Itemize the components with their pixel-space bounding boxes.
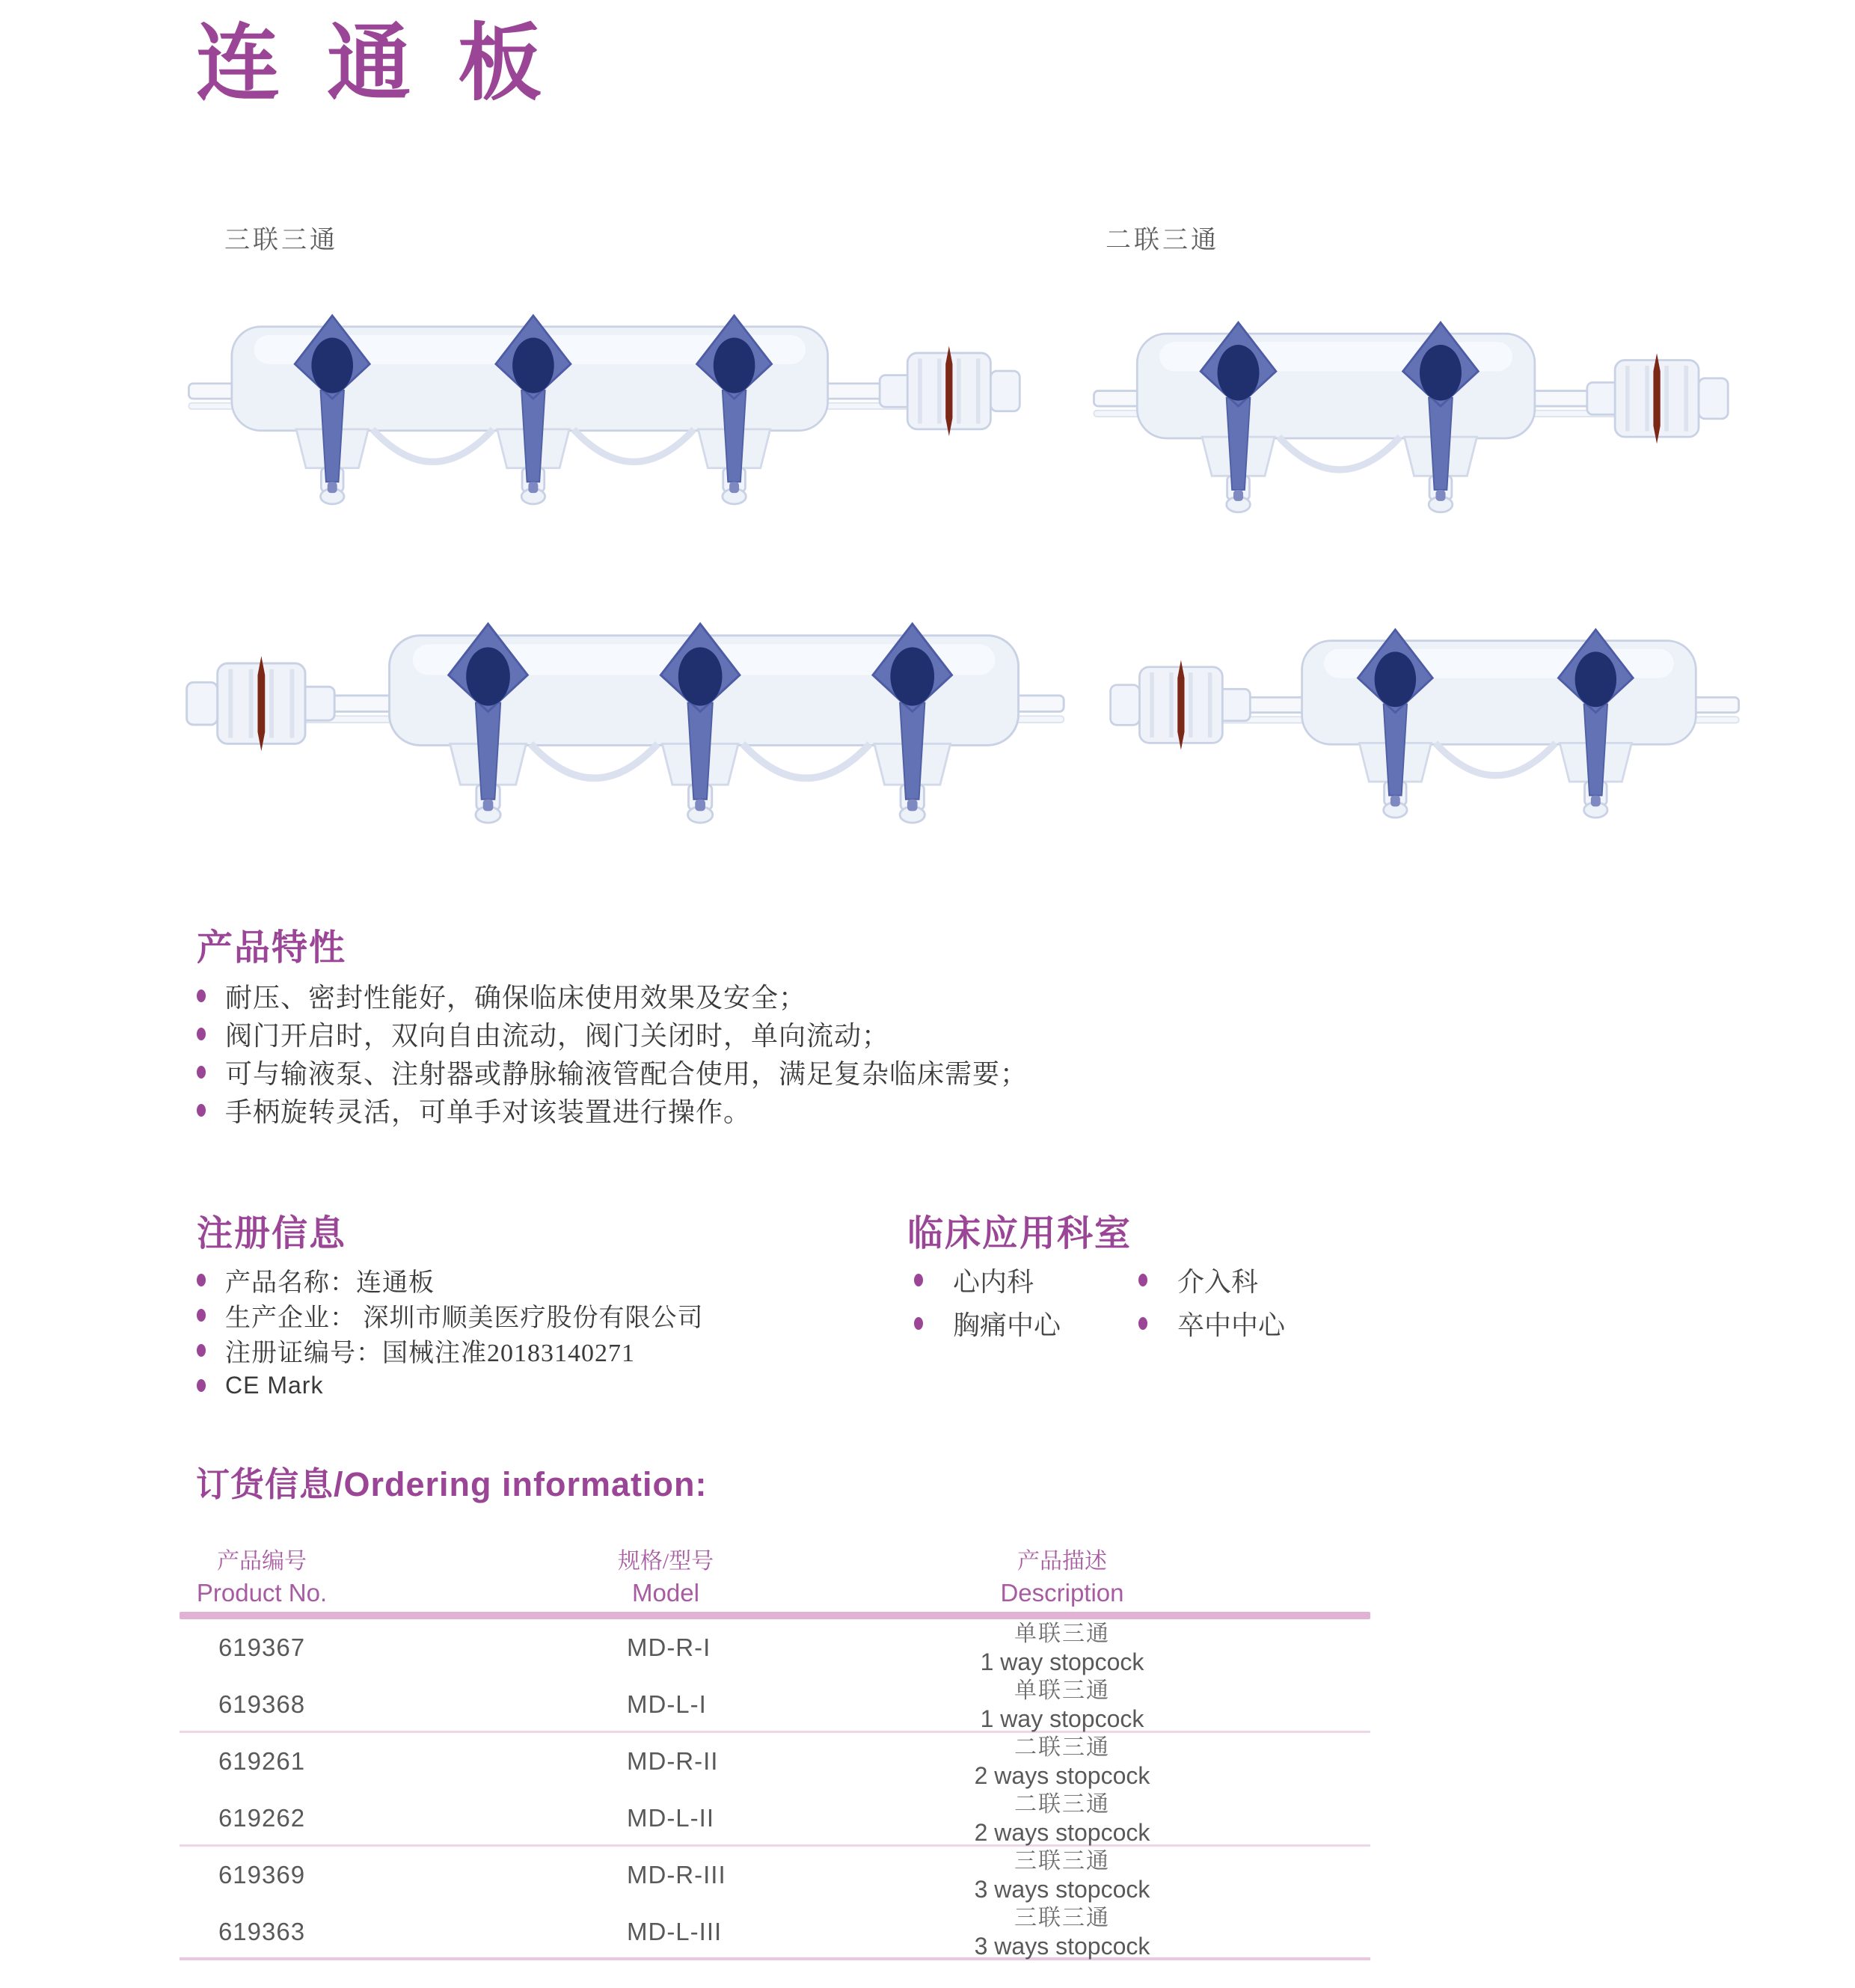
table-header-row — [180, 1539, 1370, 1612]
feature-item — [197, 1015, 1028, 1053]
column-header-en: Model — [632, 1579, 699, 1607]
feature-item — [197, 977, 1028, 1015]
cell-description — [935, 1903, 1189, 1960]
bullet-dot — [197, 1104, 206, 1117]
registration-item — [197, 1298, 704, 1333]
feature-item — [197, 1091, 1028, 1129]
clinical-item — [1138, 1258, 1363, 1301]
registration-list — [197, 1263, 704, 1403]
cell-description — [935, 1847, 1189, 1903]
table-row — [180, 1676, 1370, 1733]
table-row — [180, 1619, 1370, 1676]
cell-description — [935, 1676, 1189, 1733]
cell-model: MD-L-I — [627, 1690, 707, 1718]
bullet-dot — [197, 1066, 206, 1079]
table-row — [180, 1847, 1370, 1903]
clinical-grid — [914, 1258, 1363, 1345]
cell-description — [935, 1619, 1189, 1676]
column-header-en: Product No. — [196, 1579, 328, 1607]
gallery-label-triple: 三联三通 — [224, 226, 338, 254]
description-zh: 二联三通 — [1014, 1735, 1110, 1760]
gallery-label-double: 二联三通 — [1106, 226, 1219, 254]
page-title: 连 通 板 — [196, 16, 554, 110]
column-header-en: Description — [1000, 1579, 1124, 1607]
bullet-dot — [197, 1274, 206, 1286]
bullet-dot — [197, 1028, 206, 1040]
description-zh: 二联三通 — [1014, 1792, 1110, 1817]
feature-item — [197, 1053, 1028, 1091]
feature-text: 可与输液泵、注射器或静脉输液管配合使用，满足复杂临床需要； — [225, 1059, 1028, 1089]
cell-description — [935, 1733, 1189, 1790]
feature-text: 手柄旋转灵活，可单手对该装置进行操作。 — [225, 1097, 752, 1127]
bullet-dot — [197, 1379, 206, 1392]
cell-model: MD-L-II — [627, 1804, 714, 1832]
cell-product-no: 619261 — [218, 1747, 306, 1775]
feature-text: 耐压、密封性能好，确保临床使用效果及安全； — [225, 983, 807, 1013]
product-image-3way-connector-left — [174, 593, 1070, 835]
cell-model: MD-R-III — [627, 1861, 726, 1889]
column-header-product-no — [180, 1539, 344, 1610]
description-zh: 单联三通 — [1014, 1678, 1110, 1703]
product-image-2way-connector-left — [1098, 601, 1744, 829]
clinical-text: 胸痛中心 — [953, 1309, 1061, 1340]
registration-item-ce-mark — [197, 1368, 704, 1403]
description-en: 1 way stopcock — [980, 1648, 1144, 1675]
table-top-band — [180, 1612, 1370, 1619]
registration-item — [197, 1333, 704, 1368]
column-header-zh: 规格/型号 — [617, 1549, 714, 1574]
clinical-text: 卒中中心 — [1177, 1309, 1286, 1340]
table-row — [180, 1733, 1370, 1790]
bullet-dot — [1138, 1274, 1147, 1286]
clinical-item — [914, 1301, 1138, 1345]
cell-model: MD-L-III — [627, 1918, 723, 1945]
cell-product-no: 619367 — [218, 1633, 306, 1661]
clinical-title: 临床应用科室 — [907, 1214, 1132, 1254]
registration-text: 产品名称：连通板 — [225, 1269, 435, 1297]
bullet-dot — [914, 1317, 923, 1330]
bullet-dot — [197, 990, 206, 1002]
cell-product-no: 619262 — [218, 1804, 306, 1832]
column-header-model — [568, 1539, 763, 1610]
features-title: 产品特性 — [197, 928, 347, 968]
cell-product-no: 619369 — [218, 1861, 306, 1889]
ordering-title: 订货信息/Ordering information: — [196, 1465, 708, 1503]
registration-text: CE Mark — [225, 1372, 324, 1399]
features-list — [197, 977, 1028, 1129]
cell-product-no: 619363 — [218, 1918, 306, 1945]
description-zh: 三联三通 — [1014, 1906, 1110, 1930]
ordering-table — [180, 1539, 1370, 1960]
registration-text: 生产企业： 深圳市顺美医疗股份有限公司 — [225, 1304, 704, 1332]
description-en: 2 ways stopcock — [974, 1819, 1150, 1846]
bullet-dot — [914, 1274, 923, 1286]
registration-text: 注册证编号：国械注准20183140271 — [225, 1340, 635, 1367]
column-header-zh: 产品描述 — [1017, 1549, 1107, 1574]
clinical-item — [1138, 1301, 1363, 1345]
registration-title: 注册信息 — [197, 1214, 347, 1254]
description-en: 3 ways stopcock — [974, 1933, 1150, 1960]
cell-product-no: 619368 — [218, 1690, 306, 1718]
description-en: 2 ways stopcock — [974, 1762, 1150, 1789]
clinical-text: 介入科 — [1177, 1265, 1259, 1297]
bullet-dot — [197, 1344, 206, 1357]
clinical-text: 心内科 — [953, 1265, 1034, 1297]
description-en: 1 way stopcock — [980, 1705, 1144, 1732]
cell-model: MD-R-I — [627, 1633, 711, 1661]
bullet-dot — [1138, 1317, 1147, 1330]
table-row — [180, 1903, 1370, 1960]
clinical-item — [914, 1258, 1138, 1301]
bullet-dot — [197, 1309, 206, 1322]
column-header-zh: 产品编号 — [217, 1549, 307, 1574]
cell-model: MD-R-II — [627, 1747, 719, 1775]
description-en: 3 ways stopcock — [974, 1876, 1150, 1903]
description-zh: 单联三通 — [1014, 1622, 1110, 1646]
column-header-description — [935, 1539, 1189, 1610]
description-zh: 三联三通 — [1014, 1849, 1110, 1874]
table-row — [180, 1790, 1370, 1847]
product-image-3way-connector-right — [183, 286, 1032, 515]
product-image-2way-connector-right — [1088, 293, 1741, 524]
feature-text: 阀门开启时，双向自由流动，阀门关闭时，单向流动； — [225, 1021, 890, 1051]
cell-description — [935, 1790, 1189, 1847]
registration-item — [197, 1263, 704, 1298]
